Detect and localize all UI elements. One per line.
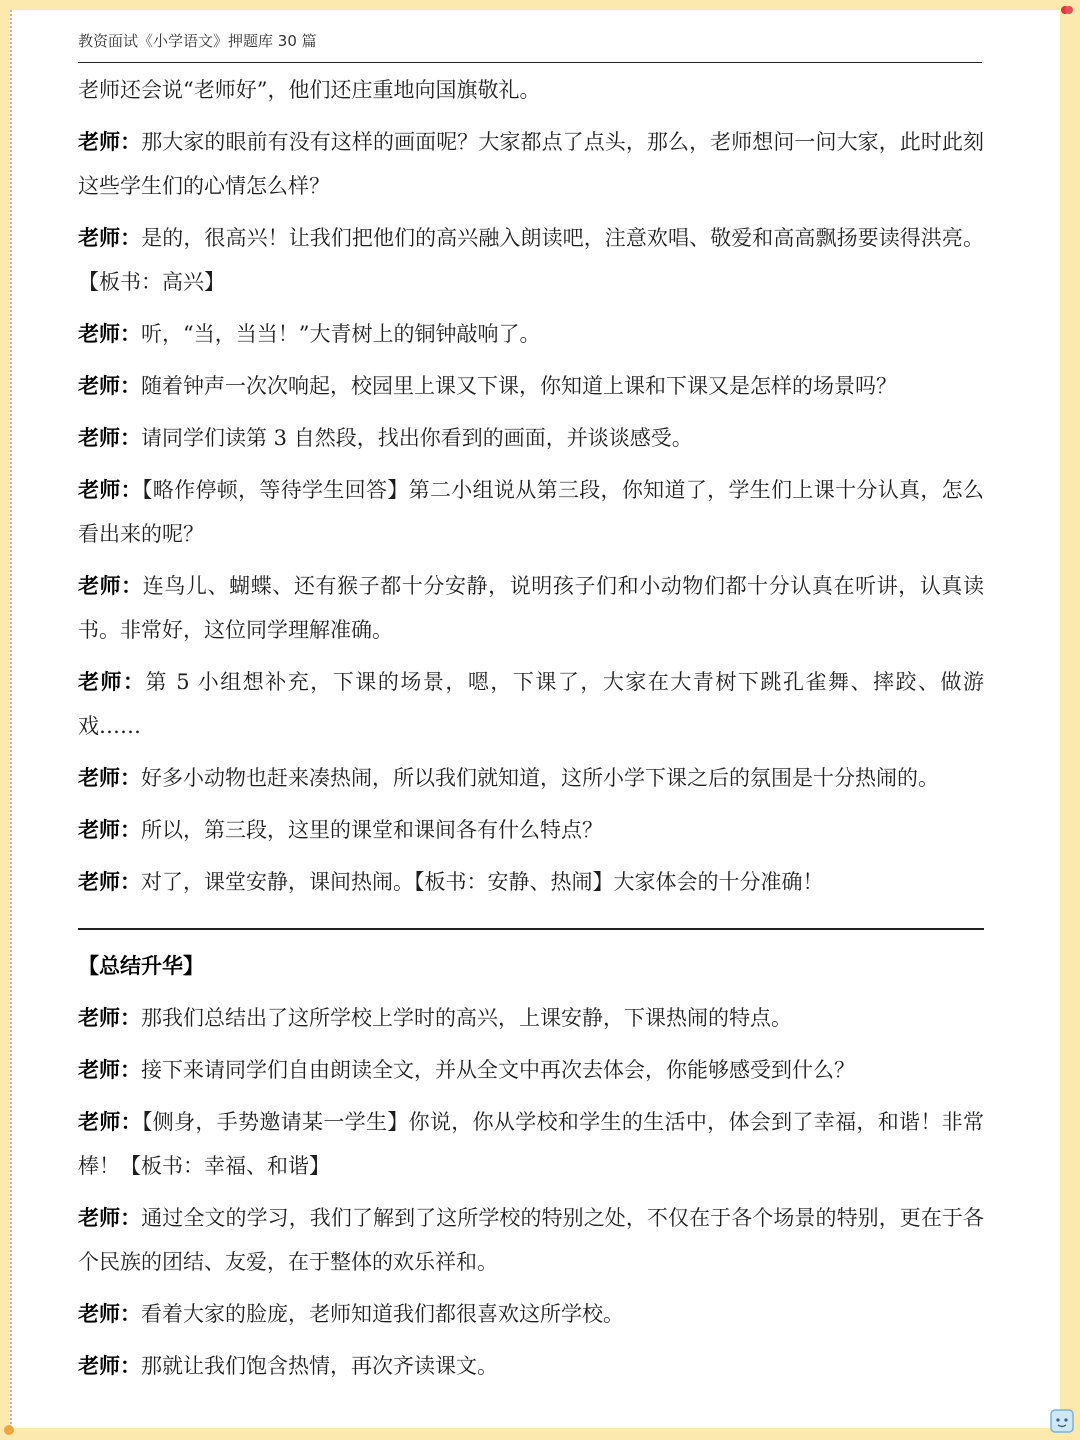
dialogue-paragraph bbox=[78, 756, 984, 800]
dialogue-paragraph bbox=[78, 1196, 984, 1284]
section-divider bbox=[78, 928, 984, 930]
dialogue-paragraph bbox=[78, 660, 984, 748]
pushpin-icon bbox=[1060, 4, 1074, 16]
speaker-label: 老师： bbox=[78, 425, 141, 450]
paragraph-text: 【侧身，手势邀请某一学生】你说，你从学校和学生的生活中，体会到了幸福，和谐！非常棒！【板书：幸福、和谐】 bbox=[78, 1110, 985, 1178]
paragraph-text: 通过全文的学习，我们了解到了这所学校的特别之处，不仅在于各个场景的特别，更在于各个民族的团结、友爱，在于整体的欢乐祥和。 bbox=[78, 1206, 985, 1274]
paragraph-text: 随着钟声一次次响起，校园里上课又下课，你知道上课和下课又是怎样的场景吗？ bbox=[141, 374, 897, 398]
paragraph-text: 好多小动物也赶来凑热闹，所以我们就知道，这所小学下课之后的氛围是十分热闹的。 bbox=[141, 766, 939, 790]
speaker-label: 老师： bbox=[78, 765, 141, 790]
dialogue-paragraph bbox=[78, 996, 984, 1040]
paragraph-text: 所以，第三段，这里的课堂和课间各有什么特点？ bbox=[141, 818, 603, 842]
dialogue-paragraph bbox=[78, 216, 984, 304]
dialogue-section-main bbox=[78, 68, 984, 904]
speaker-label: 老师： bbox=[78, 129, 142, 154]
paragraph-text: 请同学们读第 3 自然段，找出你看到的画面，并谈谈感受。 bbox=[141, 426, 693, 450]
speaker-label: 老师： bbox=[78, 1005, 141, 1030]
paragraph-text: 听，“当，当当！”大青树上的铜钟敲响了。 bbox=[141, 322, 541, 346]
paragraph-text: 【略作停顿，等待学生回答】第二小组说从第三段，你知道了，学生们上课十分认真，怎么看出来的呢？ bbox=[78, 478, 985, 546]
speaker-label: 老师： bbox=[78, 869, 141, 894]
sticker-icon bbox=[1048, 1406, 1076, 1436]
speaker-label: 老师： bbox=[78, 1057, 141, 1082]
dialogue-paragraph bbox=[78, 312, 984, 356]
dialogue-paragraph bbox=[78, 1344, 984, 1388]
dialogue-paragraph bbox=[78, 1048, 984, 1092]
paragraph-text: 看着大家的脸庞，老师知道我们都很喜欢这所学校。 bbox=[141, 1302, 624, 1326]
paragraph-text: 是的，很高兴！让我们把他们的高兴融入朗读吧，注意欢唱、敬爱和高高飘扬要读得洪亮。【板书：高兴】 bbox=[78, 226, 985, 294]
paragraph-text: 那大家的眼前有没有这样的画面呢？大家都点了点头，那么，老师想问一问大家，此时此刻这些学生们的心情怎么样？ bbox=[78, 130, 985, 198]
section-title-summary: 【总结升华】 bbox=[78, 953, 204, 978]
speaker-label: 老师： bbox=[78, 573, 143, 598]
dialogue-paragraph bbox=[78, 120, 984, 208]
dialogue-paragraph bbox=[78, 860, 984, 904]
dialogue-paragraph bbox=[78, 364, 984, 408]
dialogue-paragraph bbox=[78, 68, 984, 112]
speaker-label: 老师： bbox=[78, 321, 141, 346]
dialogue-paragraph bbox=[78, 808, 984, 852]
speaker-label: 老师： bbox=[78, 1353, 141, 1378]
dialogue-section-summary bbox=[78, 996, 984, 1388]
paragraph-text: 那我们总结出了这所学校上学时的高兴，上课安静，下课热闹的特点。 bbox=[141, 1006, 792, 1030]
paragraph-text: 老师还会说“老师好”，他们还庄重地向国旗敬礼。 bbox=[78, 78, 541, 102]
speaker-label: 老师： bbox=[78, 669, 146, 694]
speaker-label: 老师： bbox=[78, 225, 142, 250]
paragraph-text: 那就让我们饱含热情，再次齐读课文。 bbox=[141, 1354, 498, 1378]
corner-decoration-icon bbox=[2, 1424, 16, 1436]
paragraph-text: 第 5 小组想补充，下课的场景，嗯，下课了，大家在大青树下跳孔雀舞、摔跤、做游戏…… bbox=[78, 670, 984, 738]
dialogue-paragraph bbox=[78, 564, 984, 652]
speaker-label: 老师： bbox=[78, 1301, 141, 1326]
speaker-label: 老师： bbox=[78, 1205, 142, 1230]
speaker-label: 老师： bbox=[78, 817, 141, 842]
dialogue-paragraph bbox=[78, 1100, 984, 1188]
header-divider bbox=[78, 62, 982, 63]
page-header-title: 教资面试《小学语文》押题库 30 篇 bbox=[78, 32, 317, 50]
speaker-label: 老师： bbox=[78, 1109, 142, 1134]
document-body bbox=[78, 68, 984, 1396]
speaker-label: 老师： bbox=[78, 477, 142, 502]
paragraph-text: 对了，课堂安静，课间热闹。【板书：安静、热闹】大家体会的十分准确！ bbox=[141, 870, 824, 894]
paragraph-text: 连鸟儿、蝴蝶、还有猴子都十分安静，说明孩子们和小动物们都十分认真在听讲，认真读书。非常好，这位同学理解准确。 bbox=[78, 574, 985, 642]
paragraph-text: 接下来请同学们自由朗读全文，并从全文中再次去体会，你能够感受到什么？ bbox=[141, 1058, 855, 1082]
dialogue-paragraph bbox=[78, 468, 984, 556]
dialogue-paragraph bbox=[78, 416, 984, 460]
speaker-label: 老师： bbox=[78, 373, 141, 398]
dialogue-paragraph bbox=[78, 1292, 984, 1336]
